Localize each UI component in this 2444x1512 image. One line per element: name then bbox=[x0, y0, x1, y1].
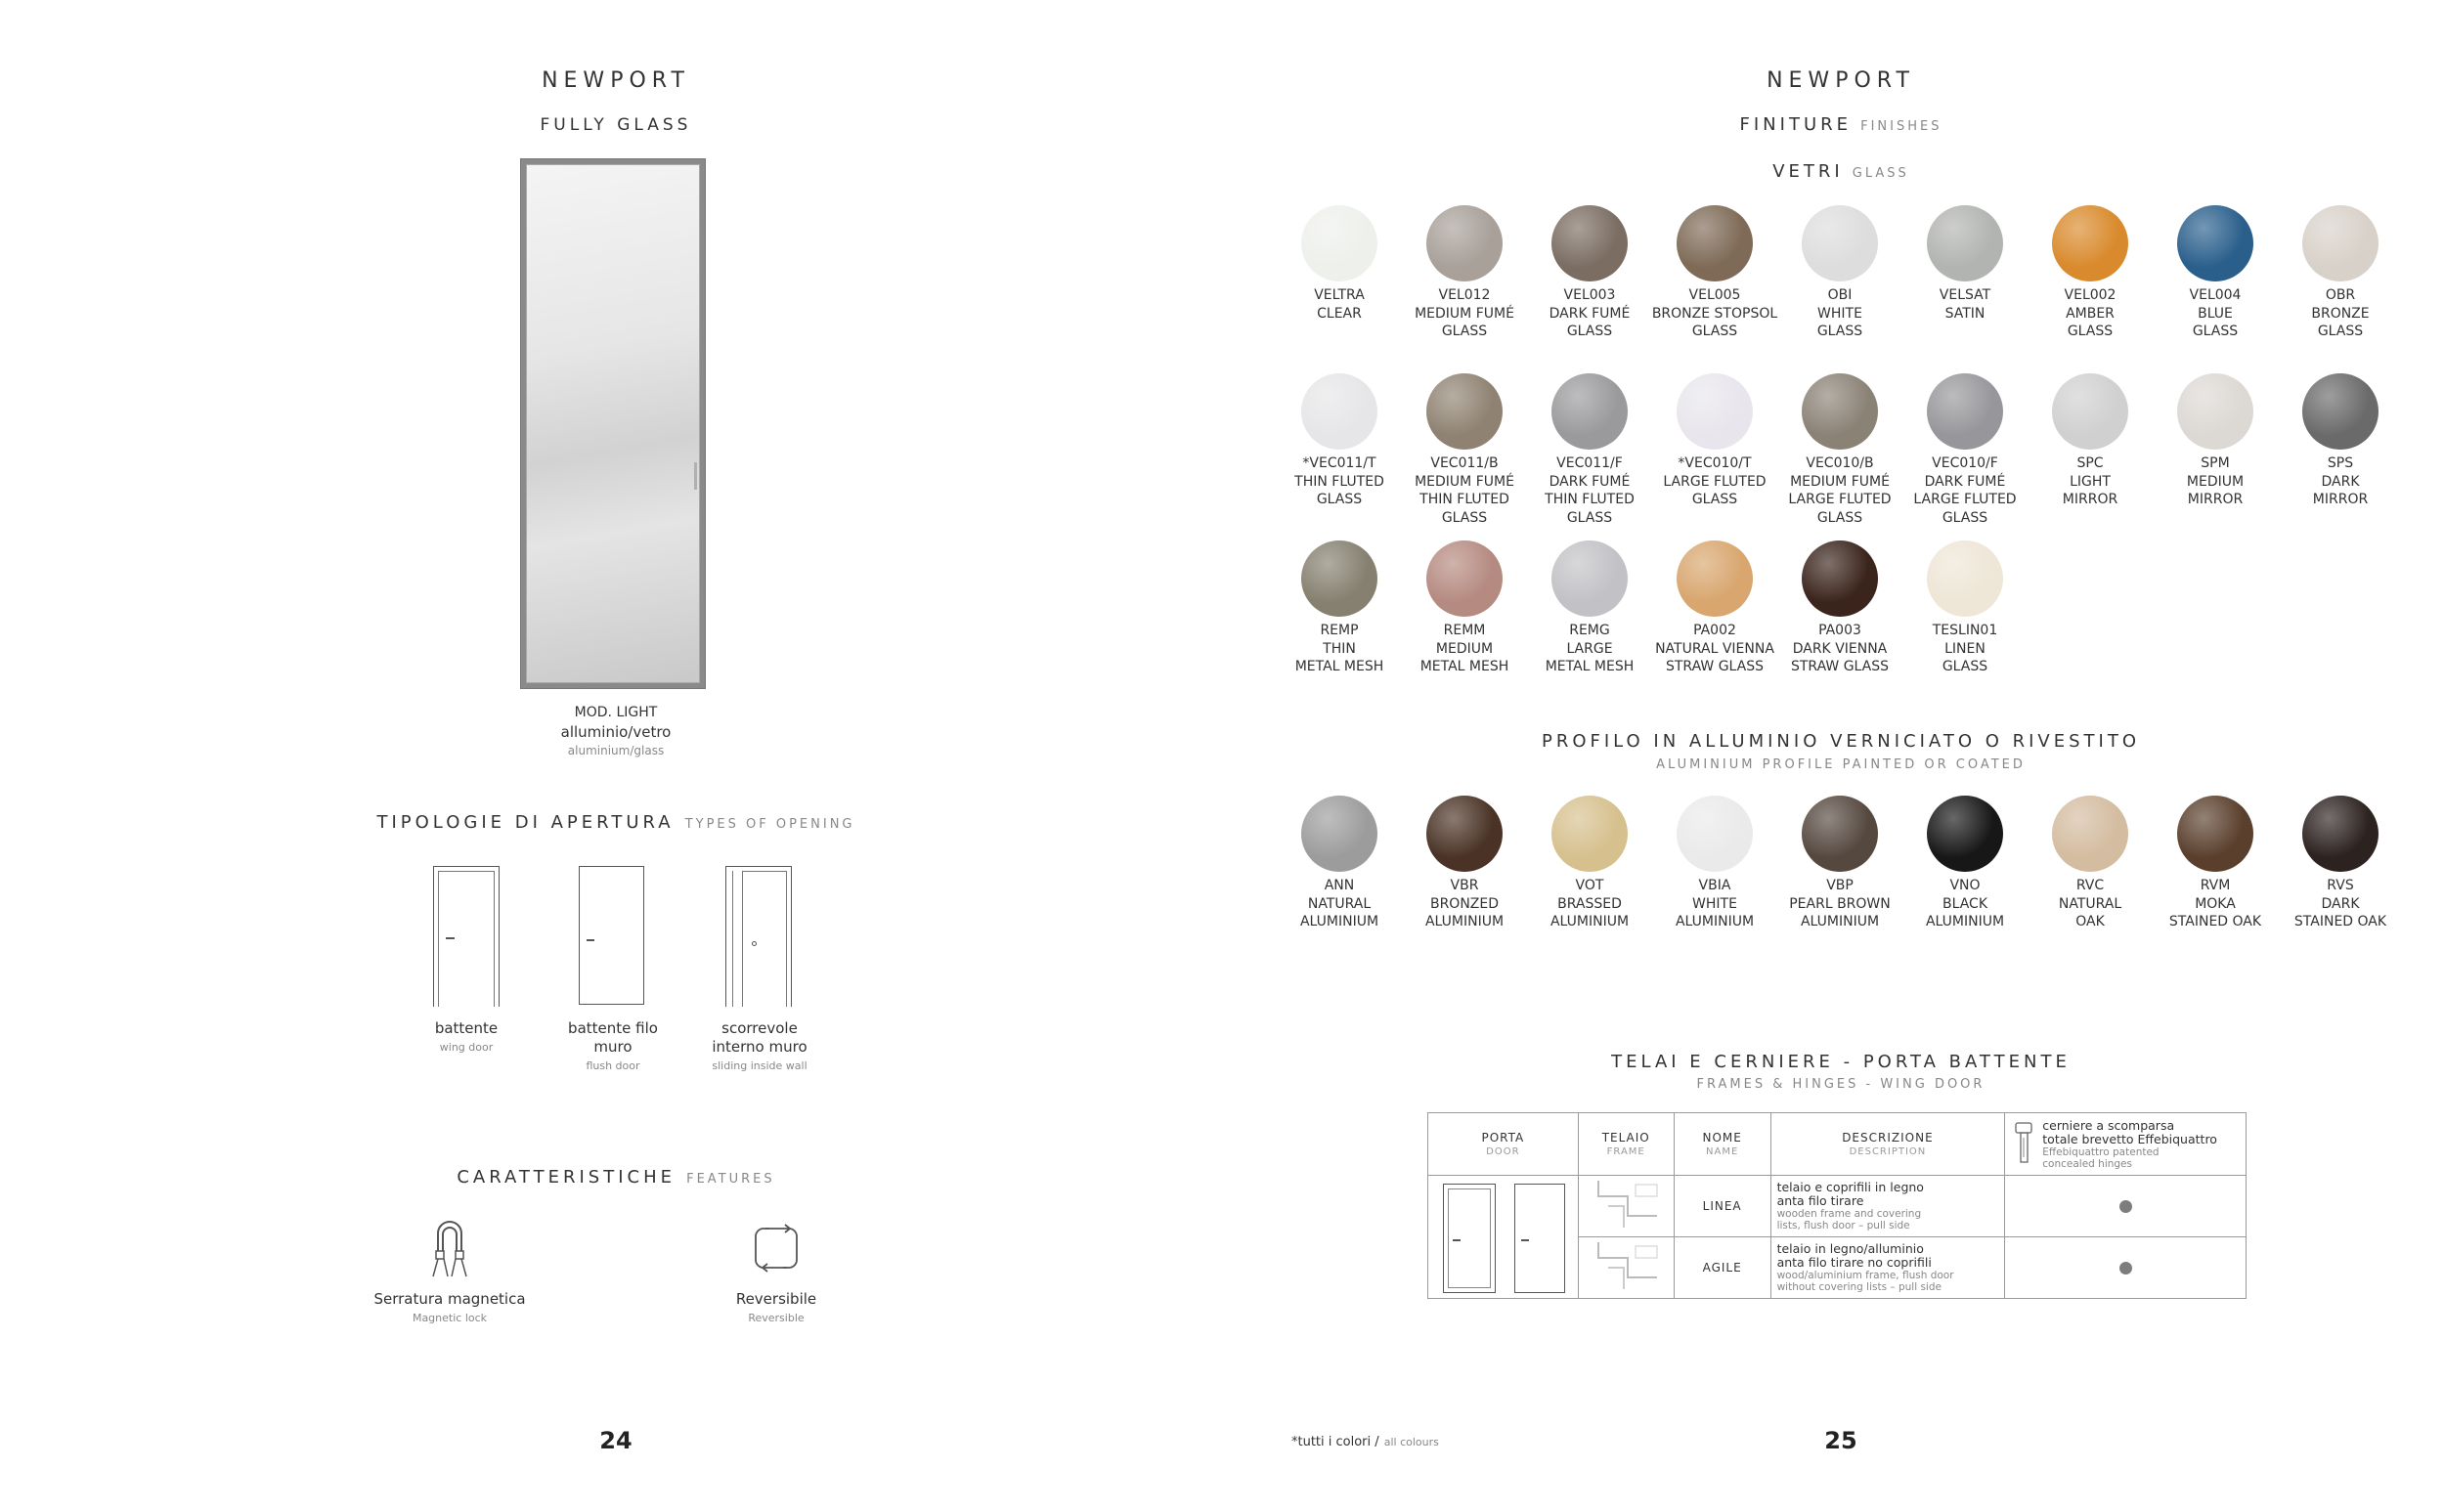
finish-swatch-label-line: MEDIUM bbox=[2186, 473, 2245, 490]
finish-swatch-label-line: LIGHT bbox=[2070, 473, 2111, 490]
finish-swatch-label-line: VEL003 bbox=[1563, 287, 1616, 303]
finish-swatch-label-line: BLUE bbox=[2198, 305, 2233, 322]
left-page-number: 24 bbox=[599, 1427, 633, 1454]
finish-swatch bbox=[1426, 796, 1503, 872]
finish-swatch bbox=[2052, 205, 2128, 281]
finish-swatch bbox=[2052, 796, 2128, 872]
hinge-header-line3: Effebiquattro patented bbox=[2042, 1145, 2160, 1158]
finish-swatch-label-line: LARGE FLUTED bbox=[1913, 492, 2017, 507]
finish-swatch-label bbox=[2277, 877, 2404, 931]
finish-swatch-label-line: MEDIUM FUMÉ bbox=[1415, 305, 1514, 322]
finish-swatch bbox=[1677, 373, 1753, 450]
finish-swatch-label-line: VEC010/B bbox=[1806, 455, 1874, 471]
finish-swatch-label-line: NATURAL VIENNA bbox=[1655, 640, 1774, 657]
finish-swatch-label-line: GLASS bbox=[1942, 659, 1988, 674]
frames-table-header bbox=[1428, 1113, 2247, 1176]
finish-swatch-label-line: MIRROR bbox=[2062, 492, 2118, 507]
finish-swatch-label-line: VBIA bbox=[1698, 878, 1731, 893]
footnote bbox=[1291, 1431, 1439, 1449]
finish-swatch-label bbox=[2152, 877, 2279, 931]
finish-swatch-label bbox=[1276, 622, 1403, 676]
feature-label-2: Reversibile bbox=[735, 1290, 817, 1308]
left-page-subtitle: FULLY GLASS bbox=[540, 115, 692, 135]
finish-swatch bbox=[1301, 796, 1377, 872]
finish-swatch-label-line: RVC bbox=[2075, 878, 2105, 893]
finish-swatch-label-line: MEDIUM FUMÉ bbox=[1790, 473, 1890, 490]
finish-swatch bbox=[1426, 540, 1503, 617]
header-door-en: DOOR bbox=[1486, 1145, 1520, 1157]
finish-swatch bbox=[1802, 796, 1878, 872]
finish-swatch-label-line: RVM bbox=[2200, 878, 2231, 893]
finish-swatch bbox=[1551, 205, 1628, 281]
finish-swatch-label-line: DARK bbox=[2321, 473, 2360, 490]
finish-swatch bbox=[1301, 205, 1377, 281]
finish-swatch-label bbox=[2027, 877, 2154, 931]
finish-swatch-label bbox=[1651, 454, 1778, 509]
row-name: LINEA bbox=[1702, 1198, 1742, 1213]
flush-door-drawing bbox=[1514, 1184, 1565, 1293]
finish-swatch-label-line: GLASS bbox=[1566, 324, 1613, 339]
finish-swatch-label-line: BRASSED bbox=[1557, 895, 1622, 912]
finish-swatch-label bbox=[2277, 286, 2404, 341]
table-row bbox=[1428, 1176, 2247, 1237]
finish-swatch-label bbox=[1276, 454, 1403, 509]
finish-swatch-label-line: VEC011/B bbox=[1430, 455, 1499, 471]
finish-swatch-label-line: MIRROR bbox=[2187, 492, 2244, 507]
finish-swatch-label-line: AMBER bbox=[2066, 305, 2115, 322]
profile-title-en: ALUMINIUM PROFILE PAINTED OR COATED bbox=[1656, 757, 2026, 772]
finish-swatch-label-line: DARK bbox=[2321, 895, 2360, 912]
opening-label-2-en: flush door bbox=[586, 1059, 640, 1072]
opening-label-3b: interno muro bbox=[712, 1038, 807, 1056]
finish-swatch-label-line: ANN bbox=[1324, 878, 1355, 893]
finish-swatch-label-line: VBP bbox=[1826, 878, 1854, 893]
finish-swatch-label-line: VEL002 bbox=[2064, 287, 2117, 303]
row-desc-it-2: anta filo tirare bbox=[1776, 1193, 1864, 1208]
finish-swatch-label-line: ALUMINIUM bbox=[1675, 914, 1755, 929]
feature-label-1-en: Magnetic lock bbox=[412, 1312, 488, 1324]
header-name-en: NAME bbox=[1706, 1145, 1739, 1157]
finishes-title-en: FINISHES bbox=[1860, 119, 1942, 134]
row-desc-en-2: lists, flush door – pull side bbox=[1776, 1220, 1910, 1231]
finish-swatch-label-line: VEC011/F bbox=[1556, 455, 1623, 471]
finish-swatch bbox=[1927, 205, 2003, 281]
model-material: alluminio/vetro bbox=[560, 723, 672, 741]
finish-swatch bbox=[2177, 796, 2253, 872]
finish-swatch bbox=[2302, 796, 2379, 872]
frames-title: TELAI E CERNIERE - PORTA BATTENTE bbox=[1611, 1052, 2071, 1072]
finish-swatch-label-line: LARGE bbox=[1566, 640, 1613, 657]
finish-swatch-label-line: METAL MESH bbox=[1419, 659, 1509, 674]
finish-swatch-label bbox=[2152, 286, 2279, 341]
finish-swatch bbox=[1677, 796, 1753, 872]
hinge-header-line2: totale brevetto Effebiquattro bbox=[2042, 1131, 2217, 1146]
finish-swatch bbox=[1426, 373, 1503, 450]
finish-swatch-label-line: WHITE bbox=[1817, 305, 1862, 322]
model-material-en: aluminium/glass bbox=[567, 744, 665, 757]
finish-swatch bbox=[1802, 205, 1878, 281]
finish-swatch-label-line: SATIN bbox=[1944, 305, 1986, 322]
finish-swatch-label-line: METAL MESH bbox=[1545, 659, 1635, 674]
finish-swatch-label bbox=[1776, 286, 1903, 341]
finishes-title: FINITURE bbox=[1739, 114, 1853, 135]
finish-swatch-label-line: VEC010/F bbox=[1932, 455, 1998, 471]
finish-swatch-label-line: GLASS bbox=[1441, 324, 1488, 339]
finish-swatch-label-line: BRONZE STOPSOL bbox=[1651, 305, 1778, 322]
finish-swatch-label-line: OAK bbox=[2075, 914, 2105, 929]
finish-swatch-label bbox=[1526, 286, 1653, 341]
frame-section-linea-icon bbox=[1579, 1177, 1673, 1231]
finish-swatch-label-line: OBI bbox=[1827, 287, 1853, 303]
features-title-en: FEATURES bbox=[686, 1172, 775, 1187]
finish-swatch-label-line: STRAW GLASS bbox=[1790, 659, 1890, 674]
finish-swatch-label-line: REMM bbox=[1443, 623, 1486, 638]
finish-swatch bbox=[2052, 373, 2128, 450]
finish-swatch-label-line: GLASS bbox=[2192, 324, 2239, 339]
magnetic-lock-icon bbox=[430, 1218, 469, 1278]
finish-swatch-label-line: MEDIUM bbox=[1435, 640, 1494, 657]
finish-swatch-label-line: GLASS bbox=[1942, 509, 1988, 526]
opening-types-title-en: TYPES OF OPENING bbox=[684, 817, 855, 832]
finish-swatch-label-line: LINEN bbox=[1944, 640, 1986, 657]
finish-swatch-label-line: SPM bbox=[2201, 455, 2230, 471]
finish-swatch-label-line: MEDIUM FUMÉ bbox=[1415, 473, 1514, 490]
finish-swatch-label-line: VEL004 bbox=[2189, 287, 2242, 303]
left-page-title: NEWPORT bbox=[542, 68, 690, 93]
header-door: PORTA bbox=[1481, 1130, 1525, 1145]
finish-swatch-label-line: METAL MESH bbox=[1294, 659, 1384, 674]
finish-swatch-label bbox=[1776, 622, 1903, 676]
header-frame: TELAIO bbox=[1601, 1130, 1650, 1145]
finish-swatch bbox=[1927, 373, 2003, 450]
finish-swatch-label-line: VEL012 bbox=[1438, 287, 1491, 303]
finish-swatch-label bbox=[2027, 286, 2154, 341]
concealed-hinge-icon bbox=[2013, 1120, 2036, 1169]
finish-swatch-label-line: STAINED OAK bbox=[2168, 914, 2262, 929]
finish-swatch-label-line: DARK FUMÉ bbox=[1924, 473, 2006, 490]
hinge-header-line4: concealed hinges bbox=[2042, 1157, 2132, 1170]
finish-swatch-label-line: GLASS bbox=[2067, 324, 2114, 339]
finish-swatch-label-line: VELTRA bbox=[1314, 287, 1365, 303]
finish-swatch-label bbox=[1401, 877, 1528, 931]
finish-swatch bbox=[1426, 205, 1503, 281]
glass-title-en: GLASS bbox=[1852, 166, 1909, 181]
finish-swatch-label bbox=[1526, 454, 1653, 527]
opening-label-1: battente bbox=[434, 1019, 499, 1037]
header-description: DESCRIZIONE bbox=[1842, 1130, 1934, 1145]
reversible-icon bbox=[750, 1221, 803, 1275]
wing-door-drawing bbox=[1443, 1184, 1496, 1293]
footnote-it: *tutti i colori / bbox=[1291, 1435, 1379, 1449]
finish-swatch bbox=[1301, 373, 1377, 450]
finish-swatch-label-line: GLASS bbox=[1566, 509, 1613, 526]
finish-swatch-label-line: NATURAL bbox=[1307, 895, 1372, 912]
finish-swatch-label bbox=[1651, 622, 1778, 676]
row-desc-en-1: wood/aluminium frame, flush door bbox=[1776, 1270, 1954, 1281]
finish-swatch-label-line: *VEC011/T bbox=[1302, 455, 1376, 471]
opening-types-title: TIPOLOGIE DI APERTURA bbox=[376, 812, 675, 833]
frames-table bbox=[1427, 1112, 2247, 1299]
glass-heading bbox=[1596, 161, 2085, 182]
finish-swatch-label bbox=[1901, 877, 2029, 931]
finish-swatch-label-line: STRAW GLASS bbox=[1665, 659, 1765, 674]
finish-swatch bbox=[2177, 205, 2253, 281]
finish-swatch-label-line: VEL005 bbox=[1688, 287, 1741, 303]
finish-swatch-label-line: STAINED OAK bbox=[2293, 914, 2387, 929]
opening-label-2b: muro bbox=[593, 1038, 633, 1056]
finish-swatch-label-line: LARGE FLUTED bbox=[1788, 492, 1892, 507]
finish-swatch bbox=[1551, 540, 1628, 617]
finish-swatch-label bbox=[1901, 622, 2029, 676]
finish-swatch bbox=[1802, 373, 1878, 450]
header-name: NOME bbox=[1702, 1130, 1742, 1145]
finish-swatch-label-line: ALUMINIUM bbox=[1800, 914, 1880, 929]
finish-swatch-label-line: VELSAT bbox=[1939, 287, 1991, 303]
profile-title: PROFILO IN ALLUMINIO VERNICIATO O RIVESTITO bbox=[1541, 731, 2141, 752]
finish-swatch-label bbox=[1901, 286, 2029, 323]
feature-label-2-en: Reversible bbox=[748, 1312, 805, 1324]
availability-dot bbox=[2119, 1200, 2132, 1213]
finish-swatch-label bbox=[1401, 622, 1528, 676]
opening-label-3: scorrevole bbox=[721, 1019, 798, 1037]
finish-swatch-label bbox=[1276, 286, 1403, 323]
finish-swatch-label-line: GLASS bbox=[1441, 509, 1488, 526]
finish-swatch-label-line: SPC bbox=[2076, 455, 2104, 471]
finish-swatch-label-line: DARK FUMÉ bbox=[1549, 305, 1631, 322]
footnote-en: all colours bbox=[1383, 1436, 1439, 1448]
sliding-door-icon bbox=[725, 866, 792, 1007]
features-title: CARATTERISTICHE bbox=[457, 1167, 676, 1188]
flush-door-icon bbox=[579, 866, 644, 1005]
finish-swatch-label-line: GLASS bbox=[1816, 509, 1863, 526]
finish-swatch-label-line: VNO bbox=[1949, 878, 1981, 893]
finish-swatch-label-line: LARGE FLUTED bbox=[1663, 473, 1767, 490]
finish-swatch-label-line: ALUMINIUM bbox=[1299, 914, 1379, 929]
finish-swatch-label-line: ALUMINIUM bbox=[1925, 914, 2005, 929]
feature-label-1: Serratura magnetica bbox=[373, 1290, 526, 1308]
finish-swatch-label bbox=[2027, 454, 2154, 509]
model-name: MOD. LIGHT bbox=[574, 705, 658, 720]
header-frame-en: FRAME bbox=[1606, 1145, 1645, 1157]
right-page-title: NEWPORT bbox=[1767, 68, 1915, 93]
finish-swatch-label bbox=[1401, 286, 1528, 341]
finish-swatch-label bbox=[1651, 877, 1778, 931]
finish-swatch-label-line: SPS bbox=[2327, 455, 2354, 471]
finish-swatch-label-line: VBR bbox=[1450, 878, 1479, 893]
finish-swatch bbox=[2302, 373, 2379, 450]
finish-swatch-label-line: THIN bbox=[1323, 640, 1356, 657]
finish-swatch-label-line: REMP bbox=[1320, 623, 1359, 638]
finish-swatch-label-line: REMG bbox=[1569, 623, 1610, 638]
finish-swatch-label-line: THIN FLUTED bbox=[1545, 492, 1635, 507]
finish-swatch-label-line: THIN FLUTED bbox=[1419, 492, 1509, 507]
finish-swatch-label-line: TESLIN01 bbox=[1932, 623, 1998, 638]
finish-swatch-label-line: THIN FLUTED bbox=[1294, 473, 1384, 490]
finish-swatch-label bbox=[1401, 454, 1528, 527]
opening-types-heading bbox=[332, 812, 899, 833]
row-desc-it-1: telaio e coprifili in legno bbox=[1776, 1180, 1924, 1194]
header-description-en: DESCRIPTION bbox=[1849, 1145, 1927, 1157]
finish-swatch-label-line: BRONZED bbox=[1429, 895, 1500, 912]
finish-swatch-label-line: GLASS bbox=[1816, 324, 1863, 339]
door-image bbox=[520, 158, 706, 689]
opening-label-1-en: wing door bbox=[439, 1041, 494, 1054]
finish-swatch-label-line: WHITE bbox=[1692, 895, 1737, 912]
finish-swatch-label bbox=[1526, 622, 1653, 676]
features-heading bbox=[371, 1167, 860, 1188]
finish-swatch-label-line: ALUMINIUM bbox=[1549, 914, 1630, 929]
finish-swatch bbox=[2177, 373, 2253, 450]
finish-swatch bbox=[1301, 540, 1377, 617]
row-desc-en-2: without covering lists – pull side bbox=[1776, 1281, 1942, 1293]
finishes-heading bbox=[1596, 114, 2085, 135]
finish-swatch-label-line: *VEC010/T bbox=[1678, 455, 1752, 471]
finish-swatch-label-line: GLASS bbox=[1316, 492, 1363, 507]
finish-swatch-label-line: BLACK bbox=[1942, 895, 1987, 912]
row-desc-it-1: telaio in legno/alluminio bbox=[1776, 1241, 1924, 1256]
right-page-number: 25 bbox=[1824, 1427, 1857, 1454]
hinge-header-line1: cerniere a scomparsa bbox=[2042, 1117, 2175, 1133]
finish-swatch bbox=[1927, 796, 2003, 872]
finish-swatch-label-line: VOT bbox=[1575, 878, 1604, 893]
finish-swatch-label bbox=[2152, 454, 2279, 509]
finish-swatch-label-line: GLASS bbox=[2317, 324, 2364, 339]
finish-swatch-label bbox=[1526, 877, 1653, 931]
wing-door-icon bbox=[433, 866, 500, 1007]
opening-label-3-en: sliding inside wall bbox=[712, 1059, 807, 1072]
finish-swatch-label-line: PA003 bbox=[1818, 623, 1861, 638]
row-desc-en-1: wooden frame and covering bbox=[1776, 1208, 1922, 1220]
finish-swatch-label bbox=[1776, 454, 1903, 527]
finish-swatch-label-line: RVS bbox=[2327, 878, 2354, 893]
opening-label-2: battente filo bbox=[568, 1019, 658, 1037]
finish-swatch-label-line: OBR bbox=[2325, 287, 2356, 303]
finish-swatch bbox=[1551, 373, 1628, 450]
finish-swatch-label bbox=[1776, 877, 1903, 931]
finish-swatch-label bbox=[2277, 454, 2404, 509]
finish-swatch-label bbox=[1901, 454, 2029, 527]
availability-dot bbox=[2119, 1262, 2132, 1274]
row-name: AGILE bbox=[1702, 1260, 1742, 1274]
frame-section-agile-icon bbox=[1579, 1238, 1673, 1293]
finish-swatch bbox=[1551, 796, 1628, 872]
finish-swatch-label-line: BRONZE bbox=[2311, 305, 2370, 322]
finish-swatch-label-line: DARK FUMÉ bbox=[1549, 473, 1631, 490]
finish-swatch-label-line: MIRROR bbox=[2312, 492, 2369, 507]
frames-title-en: FRAMES & HINGES - WING DOOR bbox=[1696, 1077, 1986, 1092]
finish-swatch-label-line: ALUMINIUM bbox=[1424, 914, 1505, 929]
finish-swatch bbox=[2302, 205, 2379, 281]
finish-swatch bbox=[1677, 540, 1753, 617]
finish-swatch-label-line: PA002 bbox=[1693, 623, 1736, 638]
finish-swatch bbox=[1802, 540, 1878, 617]
finish-swatch-label-line: DARK VIENNA bbox=[1792, 640, 1888, 657]
finish-swatch-label-line: MOKA bbox=[2195, 895, 2236, 912]
finish-swatch-label-line: GLASS bbox=[1691, 492, 1738, 507]
finish-swatch-label bbox=[1276, 877, 1403, 931]
finish-swatch bbox=[1677, 205, 1753, 281]
finish-swatch-label-line: PEARL BROWN bbox=[1789, 895, 1891, 912]
finish-swatch-label-line: GLASS bbox=[1691, 324, 1738, 339]
finish-swatch-label bbox=[1651, 286, 1778, 341]
finish-swatch-label-line: NATURAL bbox=[2058, 895, 2122, 912]
glass-title: VETRI bbox=[1772, 161, 1844, 182]
finish-swatch-label-line: CLEAR bbox=[1317, 305, 1362, 322]
row-desc-it-2: anta filo tirare no coprifili bbox=[1776, 1255, 1932, 1270]
finish-swatch bbox=[1927, 540, 2003, 617]
